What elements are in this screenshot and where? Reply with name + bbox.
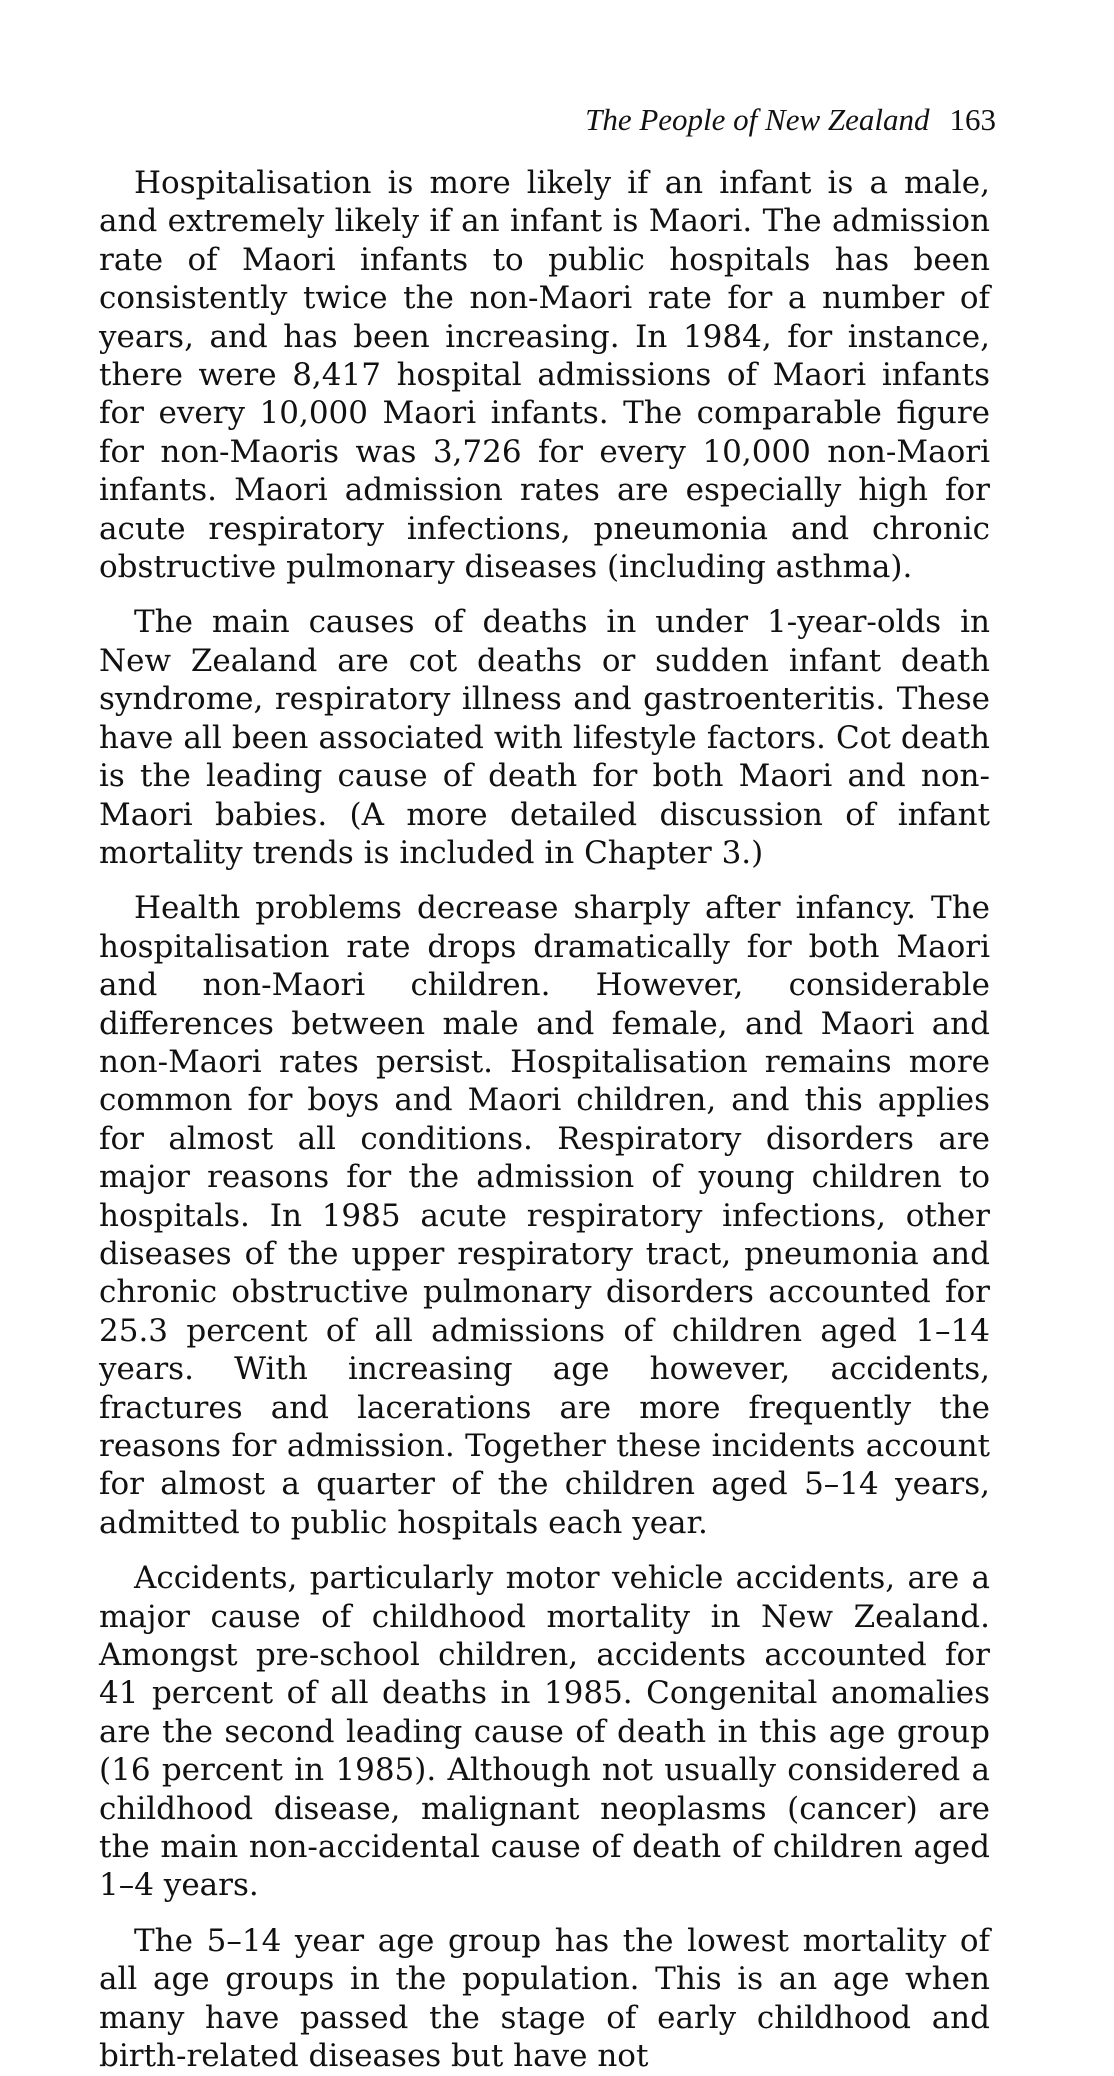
paragraph-age-group-mortality: The 5–14 year age group has the lowest mortality of all age groups in the population. This is an age when many have passed the stage of early childhood and birth-related diseases but have not bbox=[99, 1922, 990, 2075]
running-header bbox=[585, 104, 996, 135]
running-title: The People of New Zealand bbox=[585, 102, 930, 137]
paragraph-childhood-accidents: Accidents, particularly motor vehicle accidents, are a major cause of childhood mortality in New Zealand. Amongst pre-school children, accidents accounted for 41 percent of all deaths in 1985. Congenital anomalies are the second leading cause of death in this age group (16 percent in 1985). Although not usually considered a childhood disease, malignant neoplasms (cancer) are the main non-accidental cause of death of children aged 1–4 years. bbox=[99, 1560, 990, 1904]
body-text bbox=[99, 164, 990, 2076]
paragraph-infant-hospitalisation: Hospitalisation is more likely if an infant is a male, and extremely likely if an infant is Maori. The admission rate of Maori infants to public hospitals has been consistently twice the non-Maori rate for a number of years, and has been increasing. In 1984, for instance, there were 8,417 hospital admissions of Maori infants for every 10,000 Maori infants. The comparable figure for non-Maoris was 3,726 for every 10,000 non-Maori infants. Maori admission rates are especially high for acute respiratory infections, pneumonia and chronic obstructive pulmonary diseases (including asthma). bbox=[99, 165, 990, 586]
paragraph-child-health-problems: Health problems decrease sharply after infancy. The hospitalisation rate drops dramatically for both Maori and non-Maori children. However, considerable differences between male and female, and Maori and non-Maori rates persist. Hospitalisation remains more common for boys and Maori children, and this applies for almost all conditions. Respiratory disorders are major reasons for the admission of young children to hospitals. In 1985 acute respiratory infections, other diseases of the upper respiratory tract, pneumonia and chronic obstructive pulmonary disorders accounted for 25.3 percent of all admissions of children aged 1–14 years. With increasing age however, accidents, fractures and lacerations are more frequently the reasons for admission. Together these incidents account for almost a quarter of the children aged 5–14 years, admitted to public hospitals each year. bbox=[99, 890, 990, 1541]
paragraph-infant-deaths: The main causes of deaths in under 1-year-olds in New Zealand are cot deaths or sudden infant death syndrome, respiratory illness and gastroenteritis. These have all been associated with lifestyle factors. Cot death is the leading cause of death for both Maori and non-Maori babies. (A more detailed discussion of infant mortality trends is included in Chapter 3.) bbox=[99, 604, 990, 871]
page-number: 163 bbox=[949, 102, 996, 137]
